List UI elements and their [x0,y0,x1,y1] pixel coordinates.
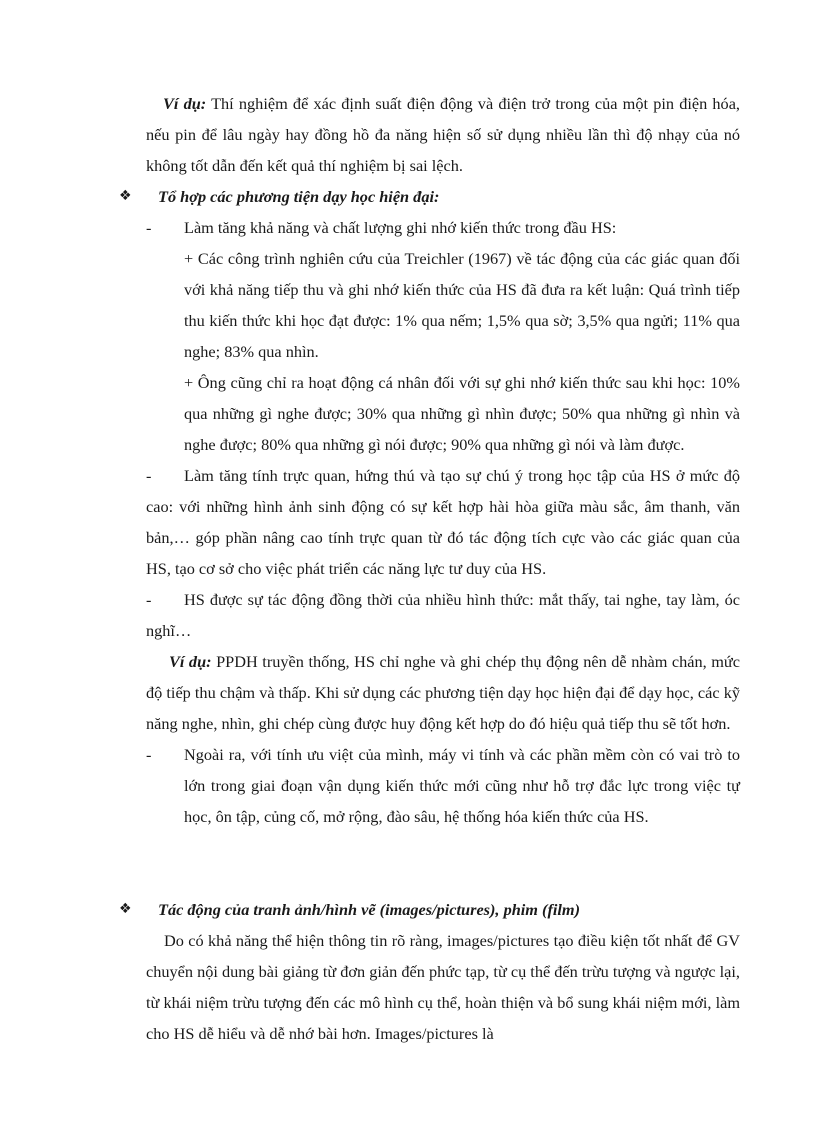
example-paragraph-1 [146,88,740,181]
section-heading-text: Tổ hợp các phương tiện dạy học hiện đại: [158,187,440,206]
section-2-body [146,925,740,1049]
section-heading-text: Tác động của tranh ảnh/hình vẽ (images/pictures), phim (film) [158,900,580,919]
diamond-bullet-icon: ❖ [119,188,132,204]
example-paragraph-2: Ví dụ: PPDH truyền thống, HS chỉ nghe và ghi chép thụ động nên dễ nhàm chán, mức độ tiếp thu chậm và thấp. Khi sử dụng các phương tiện dạy học hiện đại để dạy học, các kỹ năng nghe, nhìn, ghi chép cùng được huy động kết hợp do đó hiệu quả tiếp thu sẽ tốt hơn. [146,652,740,733]
list-item-1: - Làm tăng khả năng và chất lượng ghi nhớ kiến thức trong đầu HS: [146,218,617,237]
diamond-bullet-icon: ❖ [119,901,132,917]
sub-item-2: + Ông cũng chỉ ra hoạt động cá nhân đối với sự ghi nhớ kiến thức sau khi học: 10% qua những gì nghe được; 30% qua những gì nhìn được; 50% qua những gì nhìn và nghe được; 80% qua những gì nói được; 90% qua những gì nói và làm được. [184,373,740,454]
example-text: Thí nghiệm để xác định suất điện động và điện trở trong của một pin điện hóa, nếu pin để lâu ngày hay đồng hồ đa năng hiện số sử dụng nhiều lần thì độ nhạy của nó không tốt dẫn đến kết quả thí nghiệm bị sai lệch. [146,94,740,175]
list-item-2: - Làm tăng tính trực quan, hứng thú và tạo sự chú ý trong học tập của HS ở mức độ cao: với những hình ảnh sinh động có sự kết hợp hài hòa giữa màu sắc, âm thanh, văn bản,… góp phần nâng cao tính trực quan từ đó tác động tích cực vào các giác quan của HS, tạo cơ sở cho việc phát triển các năng lực tư duy của HS. [146,466,740,578]
section-1-body [146,212,740,832]
section-heading-1 [120,181,740,212]
body-paragraph: Do có khả năng thể hiện thông tin rõ ràng, images/pictures tạo điều kiện tốt nhất để GV chuyển nội dung bài giảng từ đơn giản đến phức tạp, từ cụ thể đến trừu tượng và ngược lại, từ khái niệm trừu tượng đến các mô hình cụ thể, hoàn thiện và bổ sung khái niệm mới, làm cho HS dễ hiểu và dễ nhớ bài hơn. Images/pictures là [146,931,740,1043]
example-label: Ví dụ: [163,94,207,113]
sub-item-1: + Các công trình nghiên cứu của Treichler (1967) về tác động của các giác quan đối với khả năng tiếp thu và ghi nhớ kiến thức của HS đã đưa ra kết luận: Quá trình tiếp thu kiến thức khi học đạt được: 1% qua nếm; 1,5% qua sờ; 3,5% qua ngửi; 11% qua nghe; 83% qua nhìn. [184,249,740,361]
section-heading-2 [120,894,740,925]
list-item-4: - Ngoài ra, với tính ưu việt của mình, máy vi tính và các phần mềm còn có vai trò to lớn trong giai đoạn vận dụng kiến thức mới cũng như hỗ trợ đắc lực trong việc tự học, ôn tập, củng cố, mở rộng, đào sâu, hệ thống hóa kiến thức của HS. [146,745,740,826]
list-item-3: - HS được sự tác động đồng thời của nhiều hình thức: mắt thấy, tai nghe, tay làm, óc nghĩ… [146,590,740,640]
example-label: Ví dụ: [169,652,212,671]
